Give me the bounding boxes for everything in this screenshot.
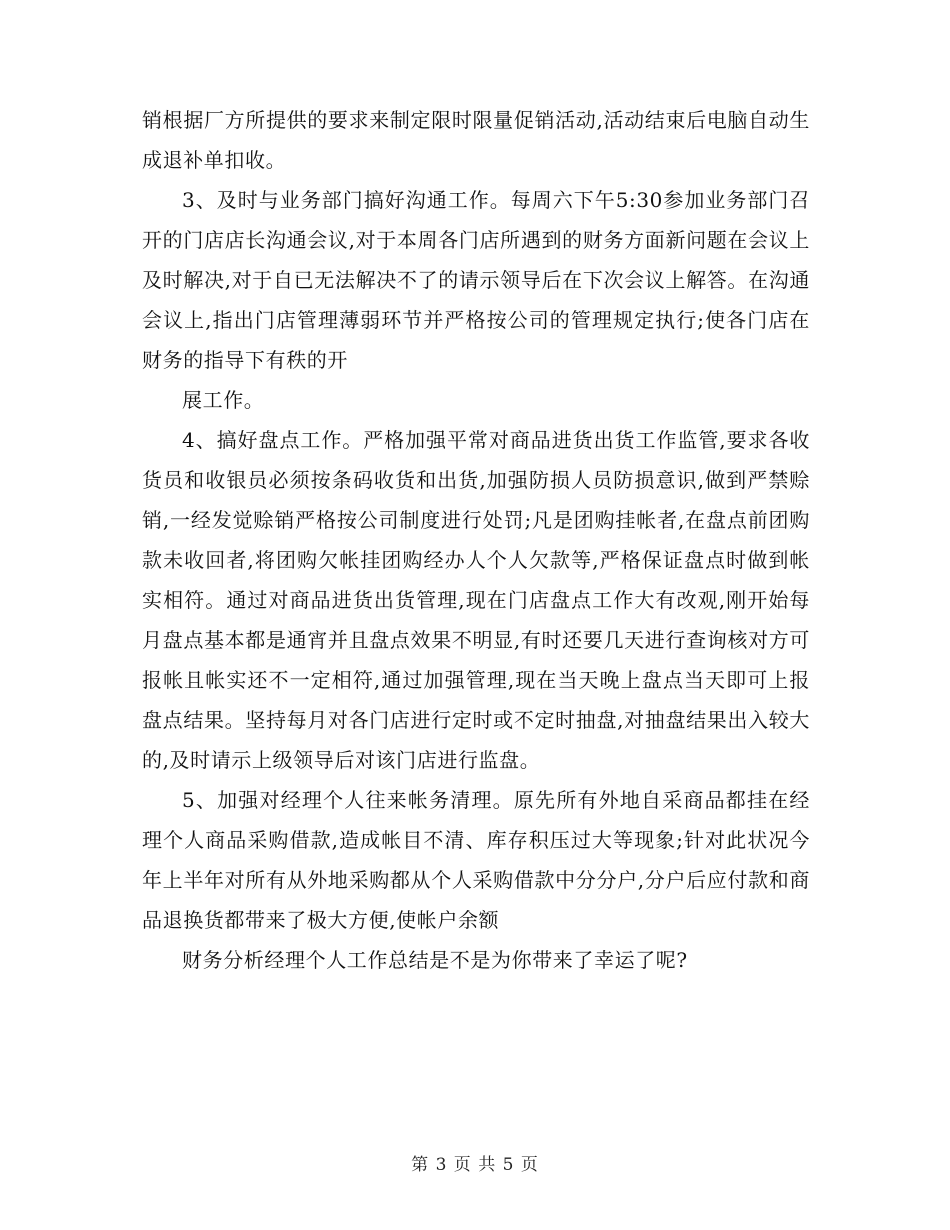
- paragraph-continuation: 销根据厂方所提供的要求来制定限时限量促销活动,活动结束后电脑自动生成退补单扣收。: [142, 108, 810, 172]
- document-body: [142, 100, 810, 980]
- paragraph-item-3: 3、及时与业务部门搞好沟通工作。每周六下午5:30参加业务部门召开的门店店长沟通会议,对于本周各门店所遇到的财务方面新问题在会议上及时解决,对于自已无法解决不了的请示领导后在下次会议上解答。在沟通会议上,指出门店管理薄弱环节并严格按公司的管理规定执行;使各门店在财务的指导下有秩的开: [142, 188, 810, 372]
- paragraph-item-3-end: 展工作。: [182, 388, 265, 412]
- page-number-footer: 第 3 页 共 5 页: [411, 1155, 539, 1175]
- paragraph-item-5: 5、加强对经理个人往来帐务清理。原先所有外地自采商品都挂在经理个人商品采购借款,造成帐目不清、库存积压过大等现象;针对此状况今年上半年对所有从外地采购都从个人采购借款中分分户,分户后应付款和商品退换货都带来了极大方便,使帐户余额: [142, 788, 810, 932]
- paragraph-closing: 财务分析经理个人工作总结是不是为你带来了幸运了呢?: [182, 948, 688, 972]
- paragraph-item-4: 4、搞好盘点工作。严格加强平常对商品进货出货工作监管,要求各收货员和收银员必须按条码收货和出货,加强防损人员防损意识,做到严禁赊销,一经发觉赊销严格按公司制度进行处罚;凡是团购挂帐者,在盘点前团购款未收回者,将团购欠帐挂团购经办人个人欠款等,严格保证盘点时做到帐实相符。通过对商品进货出货管理,现在门店盘点工作大有改观,刚开始每月盘点基本都是通宵并且盘点效果不明显,有时还要几天进行查询核对方可报帐且帐实还不一定相符,通过加强管理,现在当天晚上盘点当天即可上报盘点结果。坚持每月对各门店进行定时或不定时抽盘,对抽盘结果出入较大的,及时请示上级领导后对该门店进行监盘。: [142, 428, 810, 772]
